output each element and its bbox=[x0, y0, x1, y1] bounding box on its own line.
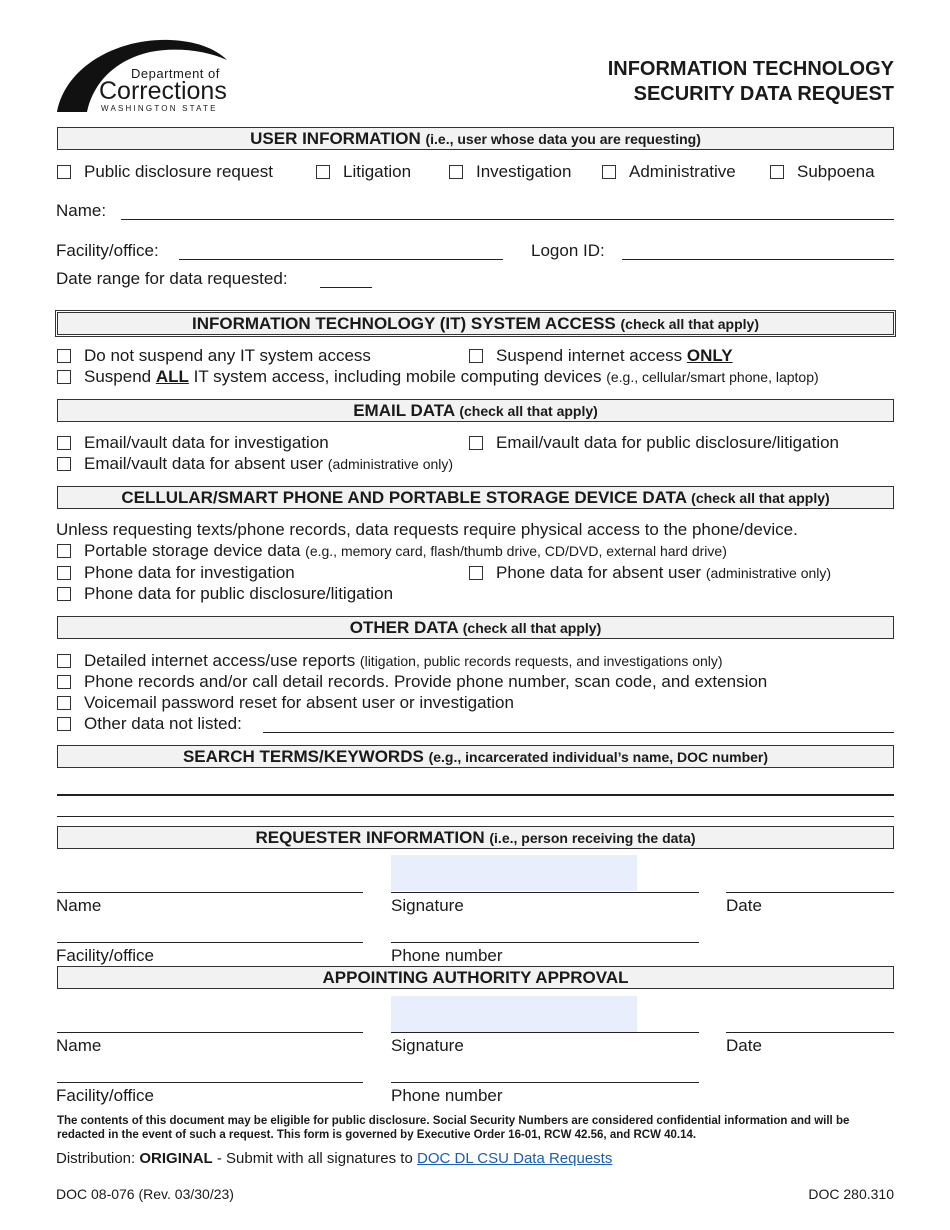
other-heading: OTHER DATA (check all that apply) bbox=[57, 616, 894, 639]
request-type-subpoena[interactable]: Subpoena bbox=[770, 162, 875, 182]
requester-signature-box[interactable] bbox=[391, 855, 637, 891]
requester-phone-label: Phone number bbox=[391, 946, 503, 965]
approval-heading: APPOINTING AUTHORITY APPROVAL bbox=[57, 966, 894, 989]
cellular-option-1[interactable]: Portable storage device data (e.g., memory card, flash/thumb drive, CD/DVD, external hard drive) bbox=[57, 541, 727, 561]
cellular-note: Unless requesting texts/phone records, data requests require physical access to the phone/device. bbox=[56, 520, 798, 539]
csu-data-requests-link[interactable]: DOC DL CSU Data Requests bbox=[416, 1150, 613, 1167]
approval-date-field[interactable] bbox=[726, 1032, 894, 1033]
other-option-2[interactable]: Phone records and/or call detail records. Provide phone number, scan code, and extension bbox=[57, 672, 767, 692]
checkbox[interactable] bbox=[57, 544, 71, 558]
search-terms-field-2[interactable] bbox=[57, 816, 894, 817]
cellular-option-4[interactable]: Phone data for public disclosure/litigation bbox=[57, 584, 393, 604]
requester-date-label: Date bbox=[726, 896, 762, 915]
checkbox[interactable] bbox=[469, 349, 483, 363]
checkbox[interactable] bbox=[57, 717, 71, 731]
checkbox[interactable] bbox=[316, 165, 330, 179]
requester-name-field[interactable] bbox=[57, 892, 363, 893]
checkbox[interactable] bbox=[469, 436, 483, 450]
approval-name-field[interactable] bbox=[57, 1032, 363, 1033]
logon-id-field[interactable] bbox=[622, 259, 894, 260]
requester-signature-label: Signature bbox=[391, 896, 464, 915]
checkbox[interactable] bbox=[57, 436, 71, 450]
email-option-1[interactable]: Email/vault data for investigation bbox=[57, 433, 329, 453]
logo-corrections-text: Corrections bbox=[99, 77, 227, 105]
request-type-litigation[interactable]: Litigation bbox=[316, 162, 411, 182]
checkbox[interactable] bbox=[602, 165, 616, 179]
logo-state-text: WASHINGTON STATE bbox=[101, 104, 218, 113]
email-option-3[interactable]: Email/vault data for absent user (administrative only) bbox=[57, 454, 453, 474]
date-range-label: Date range for data requested: bbox=[56, 269, 288, 288]
checkbox[interactable] bbox=[57, 349, 71, 363]
requester-name-label: Name bbox=[56, 896, 102, 915]
search-heading: SEARCH TERMS/KEYWORDS (e.g., incarcerated individual’s name, DOC number) bbox=[57, 745, 894, 768]
other-option-3[interactable]: Voicemail password reset for absent user or investigation bbox=[57, 693, 514, 713]
email-option-2[interactable]: Email/vault data for public disclosure/litigation bbox=[469, 433, 839, 453]
checkbox[interactable] bbox=[57, 675, 71, 689]
requester-heading: REQUESTER INFORMATION (i.e., person receiving the data) bbox=[57, 826, 894, 849]
it-access-heading: INFORMATION TECHNOLOGY (IT) SYSTEM ACCESS (check all that apply) bbox=[57, 312, 894, 335]
other-option-1[interactable]: Detailed internet access/use reports (litigation, public records requests, and investigations only) bbox=[57, 651, 723, 671]
checkbox[interactable] bbox=[449, 165, 463, 179]
date-range-field[interactable] bbox=[320, 287, 372, 288]
form-id: DOC 08-076 (Rev. 03/30/23) bbox=[56, 1186, 234, 1202]
it-access-option-3[interactable]: Suspend ALL IT system access, including mobile computing devices (e.g., cellular/smart phone, laptop) bbox=[57, 367, 819, 387]
cellular-heading: CELLULAR/SMART PHONE AND PORTABLE STORAGE DEVICE DATA (check all that apply) bbox=[57, 486, 894, 509]
checkbox[interactable] bbox=[57, 370, 71, 384]
name-field[interactable] bbox=[121, 219, 894, 220]
search-terms-field-1[interactable] bbox=[57, 794, 894, 796]
doc-logo bbox=[55, 38, 245, 114]
it-access-option-2[interactable]: Suspend internet access ONLY bbox=[469, 346, 733, 366]
title-line-2: SECURITY DATA REQUEST bbox=[633, 83, 894, 105]
approval-signature-box[interactable] bbox=[391, 996, 637, 1032]
checkbox[interactable] bbox=[469, 566, 483, 580]
requester-signature-field[interactable] bbox=[391, 892, 699, 893]
user-info-heading: USER INFORMATION (i.e., user whose data you are requesting) bbox=[57, 127, 894, 150]
approval-signature-label: Signature bbox=[391, 1036, 464, 1055]
request-type-public[interactable]: Public disclosure request bbox=[57, 162, 273, 182]
checkbox[interactable] bbox=[57, 457, 71, 471]
checkbox[interactable] bbox=[57, 696, 71, 710]
it-access-option-1[interactable]: Do not suspend any IT system access bbox=[57, 346, 371, 366]
distribution-line: Distribution: ORIGINAL - Submit with all signatures to DOC DL CSU Data Requests bbox=[56, 1150, 613, 1167]
request-type-investigation[interactable]: Investigation bbox=[449, 162, 571, 182]
approval-date-label: Date bbox=[726, 1036, 762, 1055]
disclosure-notice: The contents of this document may be eligible for public disclosure. Social Security Numbers are considered confidential information and will be redacted in the event of such a request. This form is governed by Executive Order 16-01, RCW 42.56, and RCW 40.14. bbox=[57, 1115, 850, 1141]
name-label: Name: bbox=[56, 201, 107, 220]
checkbox[interactable] bbox=[57, 654, 71, 668]
other-option-4[interactable]: Other data not listed: bbox=[57, 714, 242, 734]
requester-phone-field[interactable] bbox=[391, 942, 699, 943]
cellular-option-3[interactable]: Phone data for absent user (administrative only) bbox=[469, 563, 831, 583]
approval-name-label: Name bbox=[56, 1036, 102, 1055]
other-data-field[interactable] bbox=[263, 732, 894, 733]
facility-label: Facility/office: bbox=[56, 241, 159, 260]
requester-date-field[interactable] bbox=[726, 892, 894, 893]
request-type-administrative[interactable]: Administrative bbox=[602, 162, 736, 182]
checkbox[interactable] bbox=[57, 587, 71, 601]
email-heading: EMAIL DATA (check all that apply) bbox=[57, 399, 894, 422]
approval-facility-field[interactable] bbox=[57, 1082, 363, 1083]
approval-phone-field[interactable] bbox=[391, 1082, 699, 1083]
approval-facility-label: Facility/office bbox=[56, 1086, 154, 1105]
requester-facility-label: Facility/office bbox=[56, 946, 154, 965]
checkbox[interactable] bbox=[57, 566, 71, 580]
requester-facility-field[interactable] bbox=[57, 942, 363, 943]
checkbox[interactable] bbox=[57, 165, 71, 179]
facility-field[interactable] bbox=[179, 259, 503, 260]
form-title bbox=[608, 57, 894, 107]
logo-dept-text: Department of bbox=[131, 66, 220, 81]
logon-id-label: Logon ID: bbox=[531, 241, 605, 260]
approval-phone-label: Phone number bbox=[391, 1086, 503, 1105]
approval-signature-field[interactable] bbox=[391, 1032, 699, 1033]
title-line-1: INFORMATION TECHNOLOGY bbox=[607, 58, 894, 80]
policy-number: DOC 280.310 bbox=[808, 1186, 894, 1202]
cellular-option-2[interactable]: Phone data for investigation bbox=[57, 563, 295, 583]
checkbox[interactable] bbox=[770, 165, 784, 179]
